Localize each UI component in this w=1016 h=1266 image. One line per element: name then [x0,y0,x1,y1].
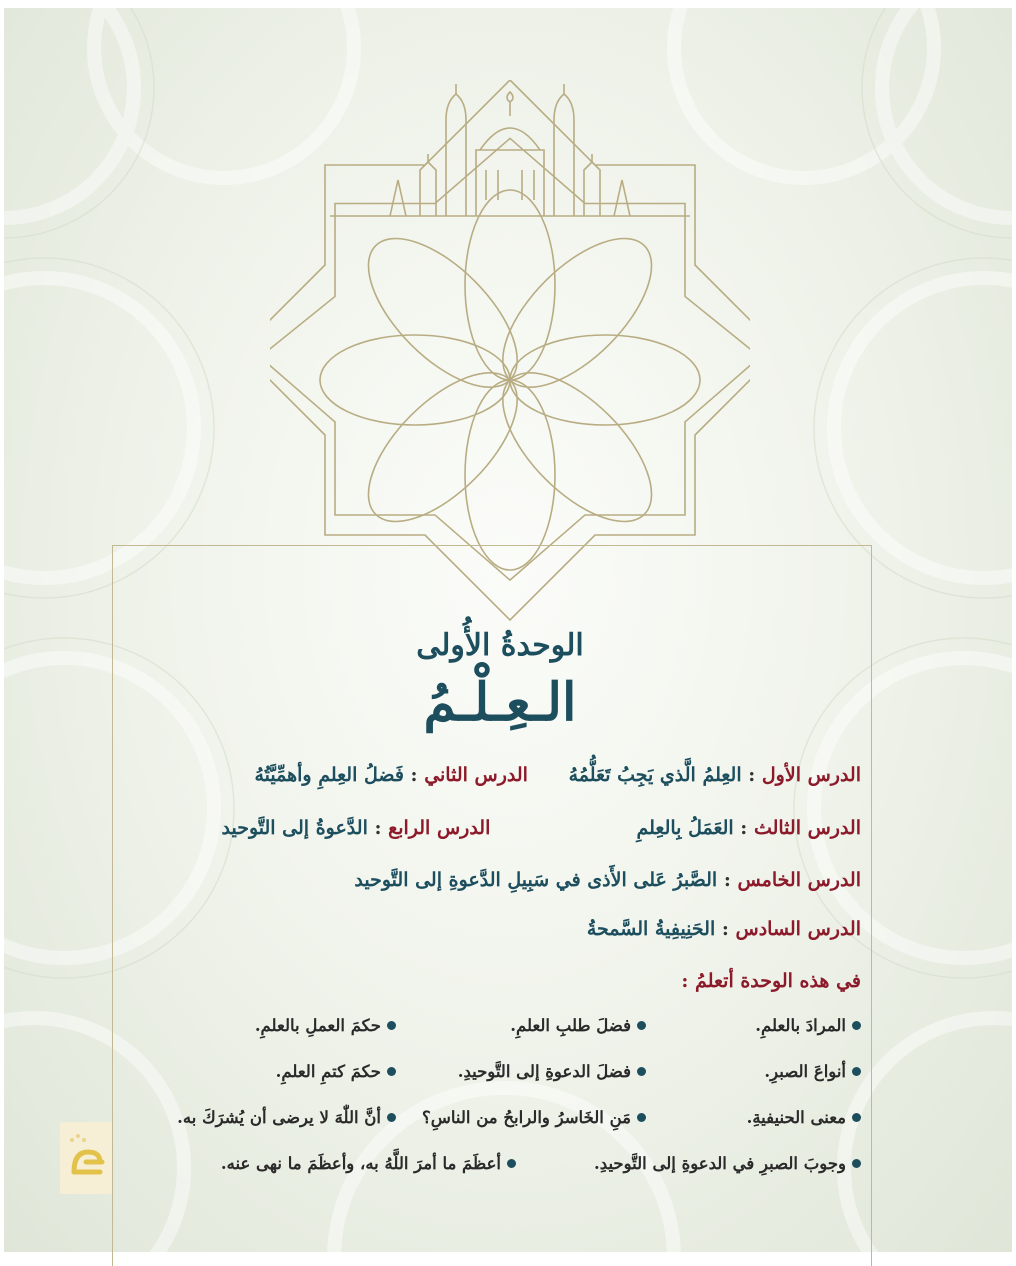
objectives-row [141,1016,861,1046]
unit-title: الوحدةُ الأُولى [416,628,584,663]
bullet-icon [852,1067,861,1076]
bullet-icon [637,1021,646,1030]
objective-item: أعظَمَ ما أمرَ اللَّهُ به، وأعظَمَ ما نهى عنه. [221,1154,516,1173]
lesson-1: الدرس الأول : العِلمُ الَّذي يَجِبُ تَعَلُّمُهُ [568,764,861,786]
lesson-title: فَضلُ العِلمِ وأهمِّيَّتُهُ [254,764,404,786]
objective-item: فضلَ الدعوةِ إلى التَّوحيدِ. [458,1062,646,1081]
objective-item: حكمَ العملِ بالعلمِ. [255,1016,396,1035]
lesson-label: الدرس الثاني [424,764,528,786]
bullet-icon [507,1159,516,1168]
bullet-icon [852,1159,861,1168]
bullet-icon [852,1021,861,1030]
bullet-icon [852,1113,861,1122]
lesson-row [587,918,861,940]
objectives-row [141,1154,861,1184]
objective-item: معنى الحنيفيةِ. [747,1108,861,1127]
lesson-title: الحَنِيفِيةُ السَّمحةُ [586,918,716,940]
bullet-icon [387,1113,396,1122]
mosque-star-emblem [270,80,750,625]
objective-item: حكمَ كتمِ العلمِ. [276,1062,396,1081]
objective-item: فضلَ طلبِ العلمِ. [510,1016,646,1035]
objectives-row [141,1062,861,1092]
lesson-title: الدَّعوةُ إلى التَّوحيد [221,817,368,839]
lesson-4: الدرس الرابع : الدَّعوةُ إلى التَّوحيد [221,817,491,839]
objective-item: أنواعَ الصبرِ. [764,1062,861,1081]
logo-mark-icon [60,1122,112,1194]
lesson-2: الدرس الثاني : فَضلُ العِلمِ وأهمِّيَّتُهُ [254,764,528,786]
lesson-3: الدرس الثالث : العَمَلُ بِالعِلمِ [636,817,861,839]
bullet-icon [637,1067,646,1076]
lesson-title: الصَّبرُ عَلى الأَذى في سَبِيلِ الدَّعوةِ إلى التَّوحيد [354,869,718,891]
lesson-row [354,869,861,891]
lesson-label: الدرس الخامس [737,869,861,891]
lesson-6: الدرس السادس : الحَنِيفِيةُ السَّمحةُ [586,918,861,940]
unit-subject: الـعِـلْـمُ [423,672,577,733]
lesson-label: الدرس الأول [761,764,861,786]
bullet-icon [387,1021,396,1030]
objective-item: أنَّ اللّٰهَ لا يرضى أن يُشرَكَ به. [177,1108,396,1127]
lesson-label: الدرس الرابع [388,817,491,839]
lesson-label: الدرس الثالث [753,817,861,839]
lesson-label: الدرس السادس [735,918,861,940]
objectives-heading: في هذه الوحدة أتعلمُ : [681,970,861,992]
objective-item: المرادَ بالعلمِ. [755,1016,861,1035]
lesson-title: العِلمُ الَّذي يَجِبُ تَعَلُّمُهُ [568,764,742,786]
lesson-title: العَمَلُ بِالعِلمِ [636,817,734,839]
lesson-row [254,764,861,786]
objective-item: وجوبَ الصبرِ في الدعوةِ إلى التَّوحيدِ. [594,1154,861,1173]
bullet-icon [637,1113,646,1122]
bullet-icon [387,1067,396,1076]
objectives-row [141,1108,861,1138]
publisher-logo [60,1122,112,1194]
lesson-5: الدرس الخامس : الصَّبرُ عَلى الأَذى في سَبِيلِ الدَّعوةِ إلى التَّوحيد [354,869,861,891]
lesson-row [222,817,862,839]
objective-item: مَنِ الخَاسرُ والرابحُ من الناسِ؟ [422,1108,646,1127]
